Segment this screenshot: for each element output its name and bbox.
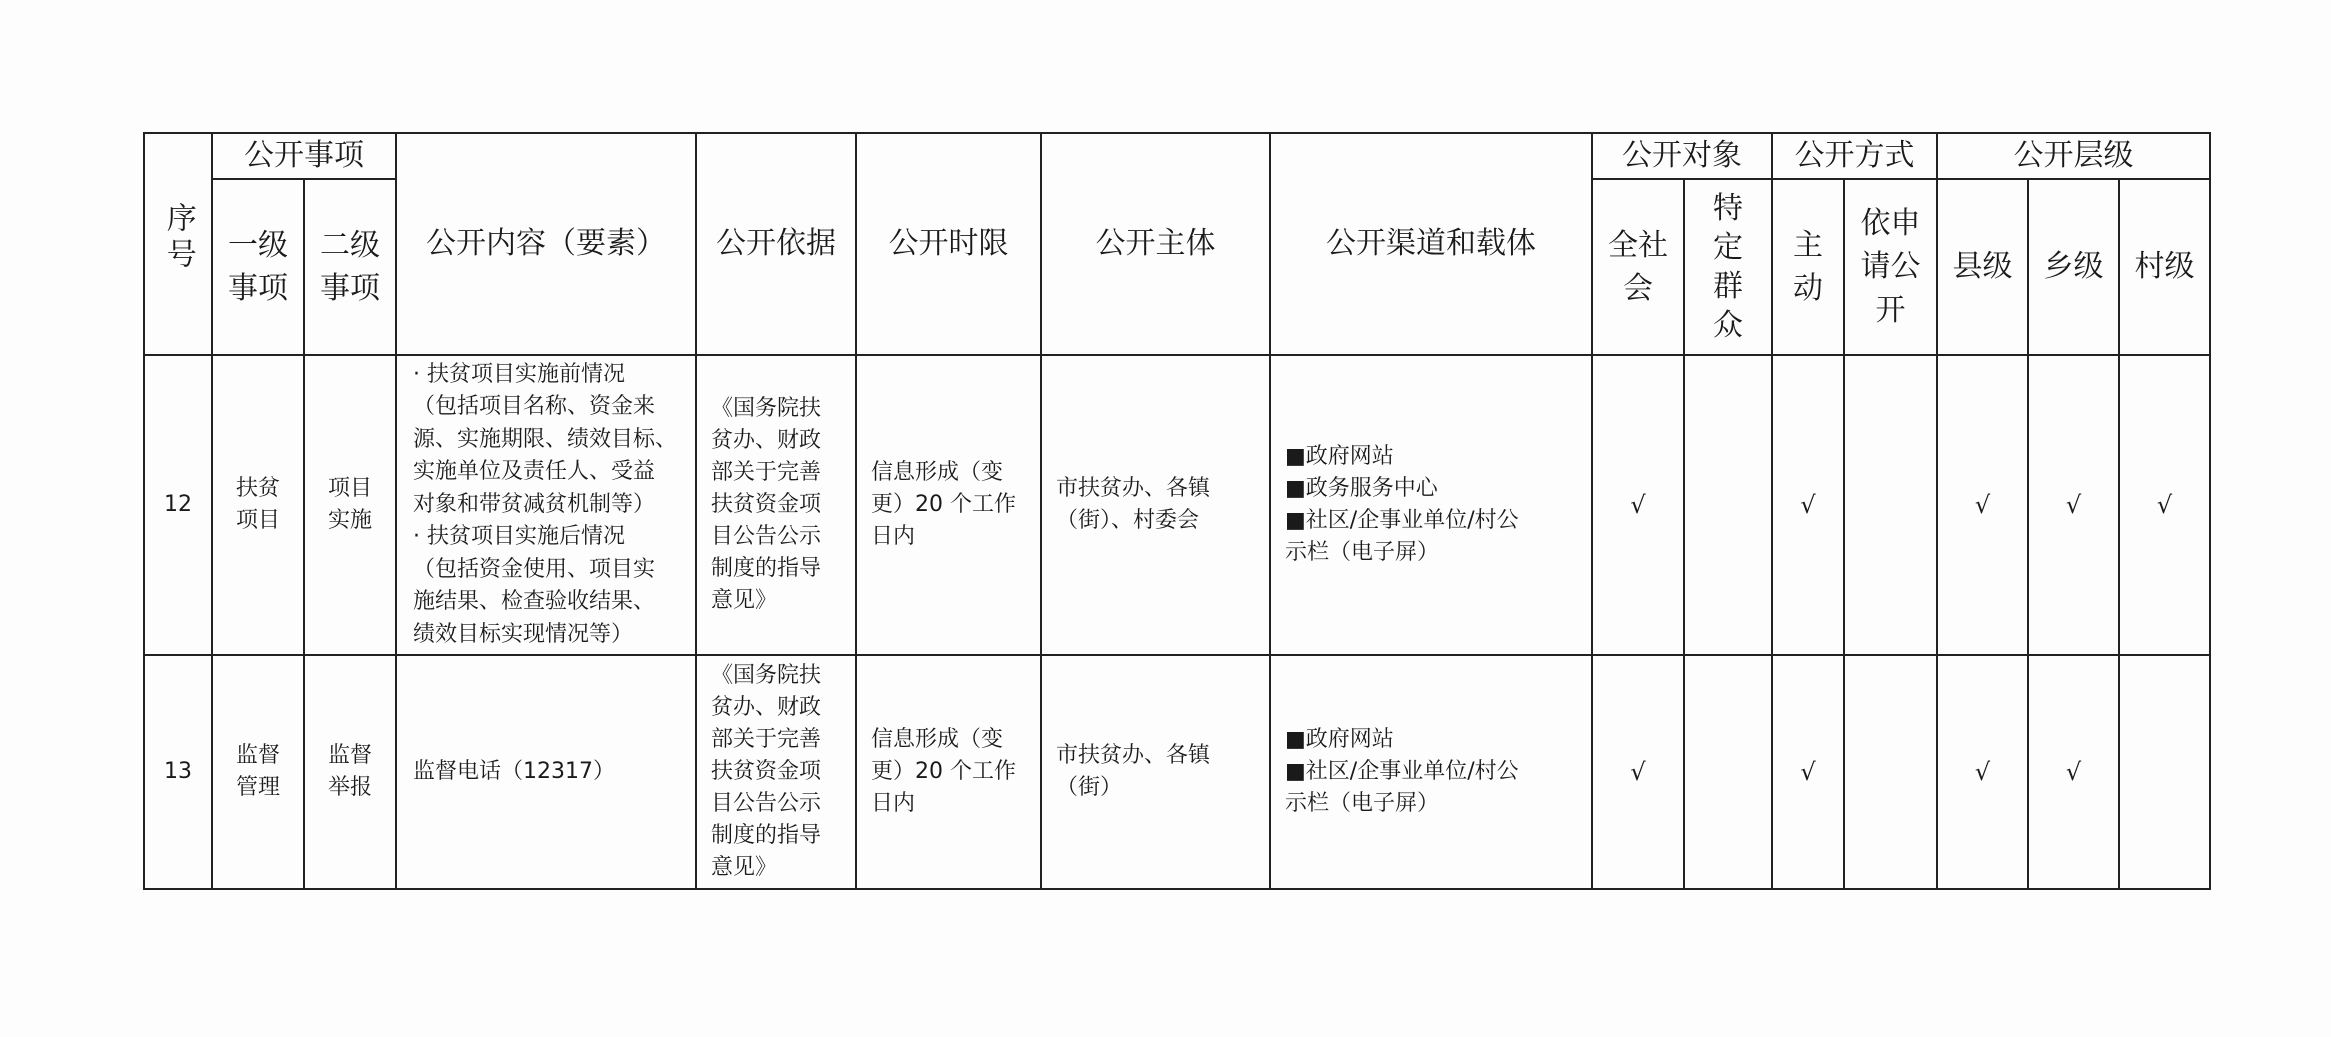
header-channel: 公开渠道和载体 xyxy=(1270,133,1592,355)
cell-subject-line: 市扶贫办、各镇 xyxy=(1056,743,1211,769)
cell-basis-line: 部关于完善 xyxy=(711,727,822,753)
cell-level1-line: 扶贫 xyxy=(235,476,280,502)
header-target-specific-line: 群 xyxy=(1713,269,1743,304)
cell-subject-line: （街） xyxy=(1056,775,1123,800)
cell-basis-line: 意见》 xyxy=(711,854,778,880)
header-matters-group: 公开事项 xyxy=(212,133,396,179)
cell-basis xyxy=(696,355,856,655)
header-seq xyxy=(144,133,212,355)
cell-subject-line: （街）、村委会 xyxy=(1056,508,1200,533)
header-method-active xyxy=(1772,179,1844,355)
header-level2-line: 二级 xyxy=(320,227,380,263)
cell-method-request xyxy=(1844,355,1937,655)
table-row xyxy=(144,655,2210,889)
header-deadline: 公开时限 xyxy=(856,133,1041,355)
cell-deadline-line: 更）20 个工作 xyxy=(871,759,1016,785)
header-level2 xyxy=(304,179,396,355)
cell-level-township: √ xyxy=(2028,355,2119,655)
header-method-group: 公开方式 xyxy=(1772,133,1937,179)
cell-basis-line: 贫办、财政 xyxy=(711,428,822,454)
cell-content-line: 绩效目标实现情况等） xyxy=(413,621,634,647)
cell-level2-line: 项目 xyxy=(327,476,372,502)
header-target-all-line: 会 xyxy=(1623,271,1653,306)
header-basis: 公开依据 xyxy=(696,133,856,355)
cell-level1-line: 项目 xyxy=(235,508,280,533)
cell-level1 xyxy=(212,655,304,889)
cell-basis xyxy=(696,655,856,889)
cell-content-line: 对象和带贫减贫机制等） xyxy=(413,491,656,517)
header-method-request-line: 开 xyxy=(1875,292,1906,328)
cell-channel xyxy=(1270,655,1592,889)
cell-channel-line: 示栏（电子屏） xyxy=(1285,790,1440,816)
header-level-village: 村级 xyxy=(2119,179,2210,355)
cell-basis-line: 扶贫资金项 xyxy=(711,492,822,518)
header-method-request xyxy=(1844,179,1937,355)
cell-content-line: 实施单位及责任人、受益 xyxy=(413,459,656,485)
header-method-active-line: 动 xyxy=(1793,271,1823,306)
header-method-request-line: 依申 xyxy=(1860,205,1921,241)
cell-basis-line: 制度的指导 xyxy=(711,555,822,581)
cell-method-request xyxy=(1844,655,1937,889)
header-content: 公开内容（要素） xyxy=(396,133,696,355)
cell-target-all: √ xyxy=(1592,355,1684,655)
header-level1-line: 一级 xyxy=(228,227,288,263)
cell-level2 xyxy=(304,655,396,889)
cell-basis-line: 部关于完善 xyxy=(711,460,822,486)
cell-basis-line: 意见》 xyxy=(711,587,778,613)
cell-level1-line: 管理 xyxy=(235,775,280,800)
cell-deadline-line: 更）20 个工作 xyxy=(871,492,1016,518)
cell-channel-line: ■社区/企事业单位/村公 xyxy=(1285,759,1519,785)
cell-channel-line: ■政府网站 xyxy=(1285,444,1394,470)
header-method-request-line: 请公 xyxy=(1860,249,1921,285)
cell-subject xyxy=(1041,655,1270,889)
header-level2-line: 事项 xyxy=(320,271,380,306)
cell-content-line: （包括项目名称、资金来 xyxy=(413,394,656,420)
header-row-1 xyxy=(144,133,2210,179)
cell-content-line: 监督电话（12317） xyxy=(413,758,615,784)
cell-level-village xyxy=(2119,655,2210,889)
cell-basis-line: 扶贫资金项 xyxy=(711,759,822,785)
cell-basis-line: 贫办、财政 xyxy=(711,695,822,721)
cell-basis-line: 制度的指导 xyxy=(711,822,822,848)
header-target-specific-line: 众 xyxy=(1713,308,1743,343)
cell-channel-line: 示栏（电子屏） xyxy=(1285,539,1440,565)
cell-basis-line: 目公告公示 xyxy=(711,790,822,816)
cell-level2 xyxy=(304,355,396,655)
cell-target-specific xyxy=(1684,355,1772,655)
cell-level2-line: 监督 xyxy=(327,743,372,769)
header-target-specific xyxy=(1684,179,1772,355)
cell-level2-line: 举报 xyxy=(327,775,372,800)
header-subject: 公开主体 xyxy=(1041,133,1270,355)
cell-deadline-line: 信息形成（变 xyxy=(871,727,1004,753)
cell-level2-line: 实施 xyxy=(327,508,372,533)
cell-basis-line: 目公告公示 xyxy=(711,523,822,549)
table-row xyxy=(144,355,2210,655)
cell-channel-line: ■社区/企事业单位/村公 xyxy=(1285,508,1519,533)
cell-channel xyxy=(1270,355,1592,655)
cell-content-line: 源、实施期限、绩效目标、 xyxy=(413,426,678,452)
cell-deadline-line: 日内 xyxy=(871,523,916,549)
header-level-township: 乡级 xyxy=(2028,179,2119,355)
header-method-active-line: 主 xyxy=(1793,227,1823,263)
header-level-group: 公开层级 xyxy=(1937,133,2210,179)
cell-channel-line: ■政务服务中心 xyxy=(1285,476,1438,502)
cell-content-line: · 扶贫项目实施后情况 xyxy=(413,524,625,550)
header-target-specific-line: 定 xyxy=(1713,230,1743,265)
cell-level1-line: 监督 xyxy=(235,743,280,769)
cell-method-active: √ xyxy=(1772,655,1844,889)
cell-target-all: √ xyxy=(1592,655,1684,889)
header-target-all xyxy=(1592,179,1684,355)
cell-basis-line: 《国务院扶 xyxy=(711,396,822,422)
cell-seq: 12 xyxy=(144,355,212,655)
cell-deadline xyxy=(856,655,1041,889)
cell-level-village: √ xyxy=(2119,355,2210,655)
cell-subject xyxy=(1041,355,1270,655)
cell-level1 xyxy=(212,355,304,655)
cell-subject-line: 市扶贫办、各镇 xyxy=(1056,476,1211,502)
cell-target-specific xyxy=(1684,655,1772,889)
header-seq-text: 序号 xyxy=(160,201,196,274)
header-level1 xyxy=(212,179,304,355)
cell-deadline xyxy=(856,355,1041,655)
cell-channel-line: ■政府网站 xyxy=(1285,727,1394,753)
cell-level-county: √ xyxy=(1937,655,2028,889)
header-level-county: 县级 xyxy=(1937,179,2028,355)
cell-method-active: √ xyxy=(1772,355,1844,655)
cell-level-county: √ xyxy=(1937,355,2028,655)
header-target-all-line: 全社 xyxy=(1608,227,1668,263)
cell-content-line: · 扶贫项目实施前情况 xyxy=(413,361,625,387)
cell-content xyxy=(396,355,696,655)
cell-deadline-line: 日内 xyxy=(871,790,916,816)
cell-seq: 13 xyxy=(144,655,212,889)
cell-content-line: 施结果、检查验收结果、 xyxy=(413,589,656,615)
cell-content-line: （包括资金使用、项目实 xyxy=(413,556,656,582)
disclosure-table xyxy=(143,132,2211,890)
cell-basis-line: 《国务院扶 xyxy=(711,663,822,689)
cell-deadline-line: 信息形成（变 xyxy=(871,460,1004,486)
cell-content xyxy=(396,655,696,889)
cell-level-township: √ xyxy=(2028,655,2119,889)
header-target-specific-line: 特 xyxy=(1713,191,1743,226)
header-target-group: 公开对象 xyxy=(1592,133,1772,179)
header-level1-line: 事项 xyxy=(228,271,288,306)
